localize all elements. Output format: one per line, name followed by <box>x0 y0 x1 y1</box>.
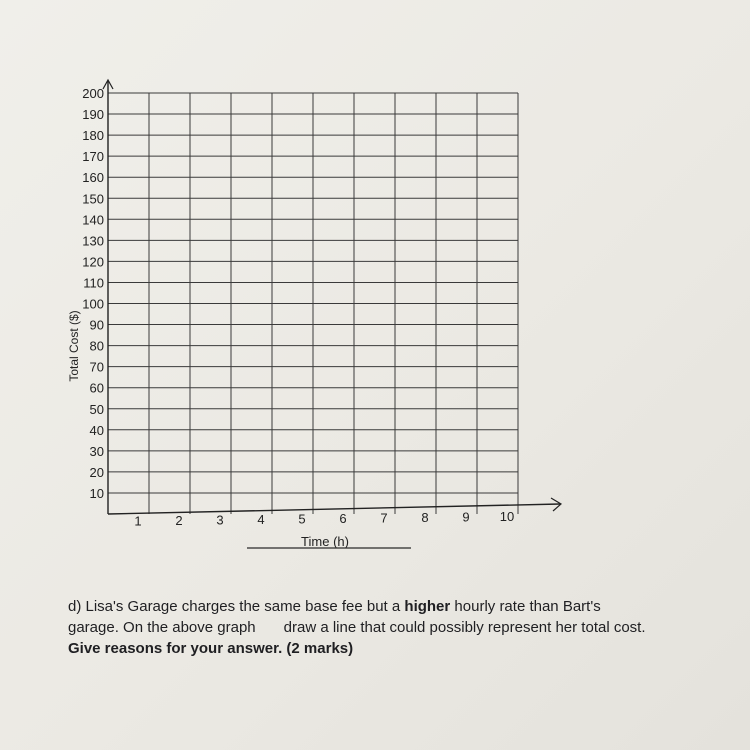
x-tick-label: 5 <box>298 511 306 527</box>
x-tick-label: 9 <box>462 509 470 525</box>
y-tick-label: 100 <box>82 296 104 312</box>
x-tick-label: 7 <box>380 510 388 526</box>
y-tick-label: 90 <box>89 317 104 333</box>
y-tick-label: 80 <box>89 338 104 354</box>
y-tick-label: 130 <box>82 233 104 249</box>
question-emphasis-higher: higher <box>404 598 451 615</box>
x-tick-label: 2 <box>175 513 183 528</box>
chart-grid <box>108 93 518 514</box>
y-tick-label: 180 <box>82 128 104 144</box>
question-text: d) Lisa's Garage charges the same base fee but a <box>68 598 405 615</box>
y-tick-label: 170 <box>82 149 104 165</box>
x-tick-label: 3 <box>216 512 224 528</box>
question-marks-instruction: Give reasons for your answer. (2 marks) <box>68 640 354 657</box>
y-tick-label: 150 <box>82 191 104 207</box>
x-tick-label: 4 <box>257 512 265 527</box>
x-tick-label: 6 <box>339 511 347 526</box>
y-tick-label: 160 <box>82 170 104 186</box>
y-tick-label: 190 <box>82 107 104 123</box>
x-tick-label: 10 <box>499 509 515 524</box>
y-axis-tick-labels <box>82 86 104 501</box>
x-axis-label: Time (h) <box>301 534 349 549</box>
question-line-1 <box>68 596 748 617</box>
y-tick-label: 30 <box>89 443 104 459</box>
y-tick-label: 120 <box>82 254 104 270</box>
chart-axes <box>103 80 561 514</box>
y-tick-label: 70 <box>89 359 104 375</box>
y-tick-label: 40 <box>89 422 104 438</box>
x-tick-label: 1 <box>134 513 142 529</box>
y-axis-label: Total Cost ($) <box>67 310 81 382</box>
question-text: garage. On the above graph <box>68 619 256 636</box>
y-tick-label: 110 <box>83 275 104 291</box>
question-line-2 <box>68 617 748 638</box>
question-line-3 <box>68 638 748 659</box>
y-tick-label: 60 <box>89 380 104 396</box>
x-tick-label: 8 <box>421 510 429 525</box>
question-d <box>68 596 748 659</box>
question-text: hourly rate than Bart's <box>450 598 601 615</box>
y-tick-label: 50 <box>89 401 104 417</box>
y-tick-label: 200 <box>82 86 104 101</box>
question-text: draw a line that could possibly represent her total cost. <box>283 619 646 636</box>
y-tick-label: 20 <box>89 464 104 480</box>
y-tick-label: 140 <box>82 212 104 228</box>
y-tick-label: 10 <box>89 485 104 501</box>
